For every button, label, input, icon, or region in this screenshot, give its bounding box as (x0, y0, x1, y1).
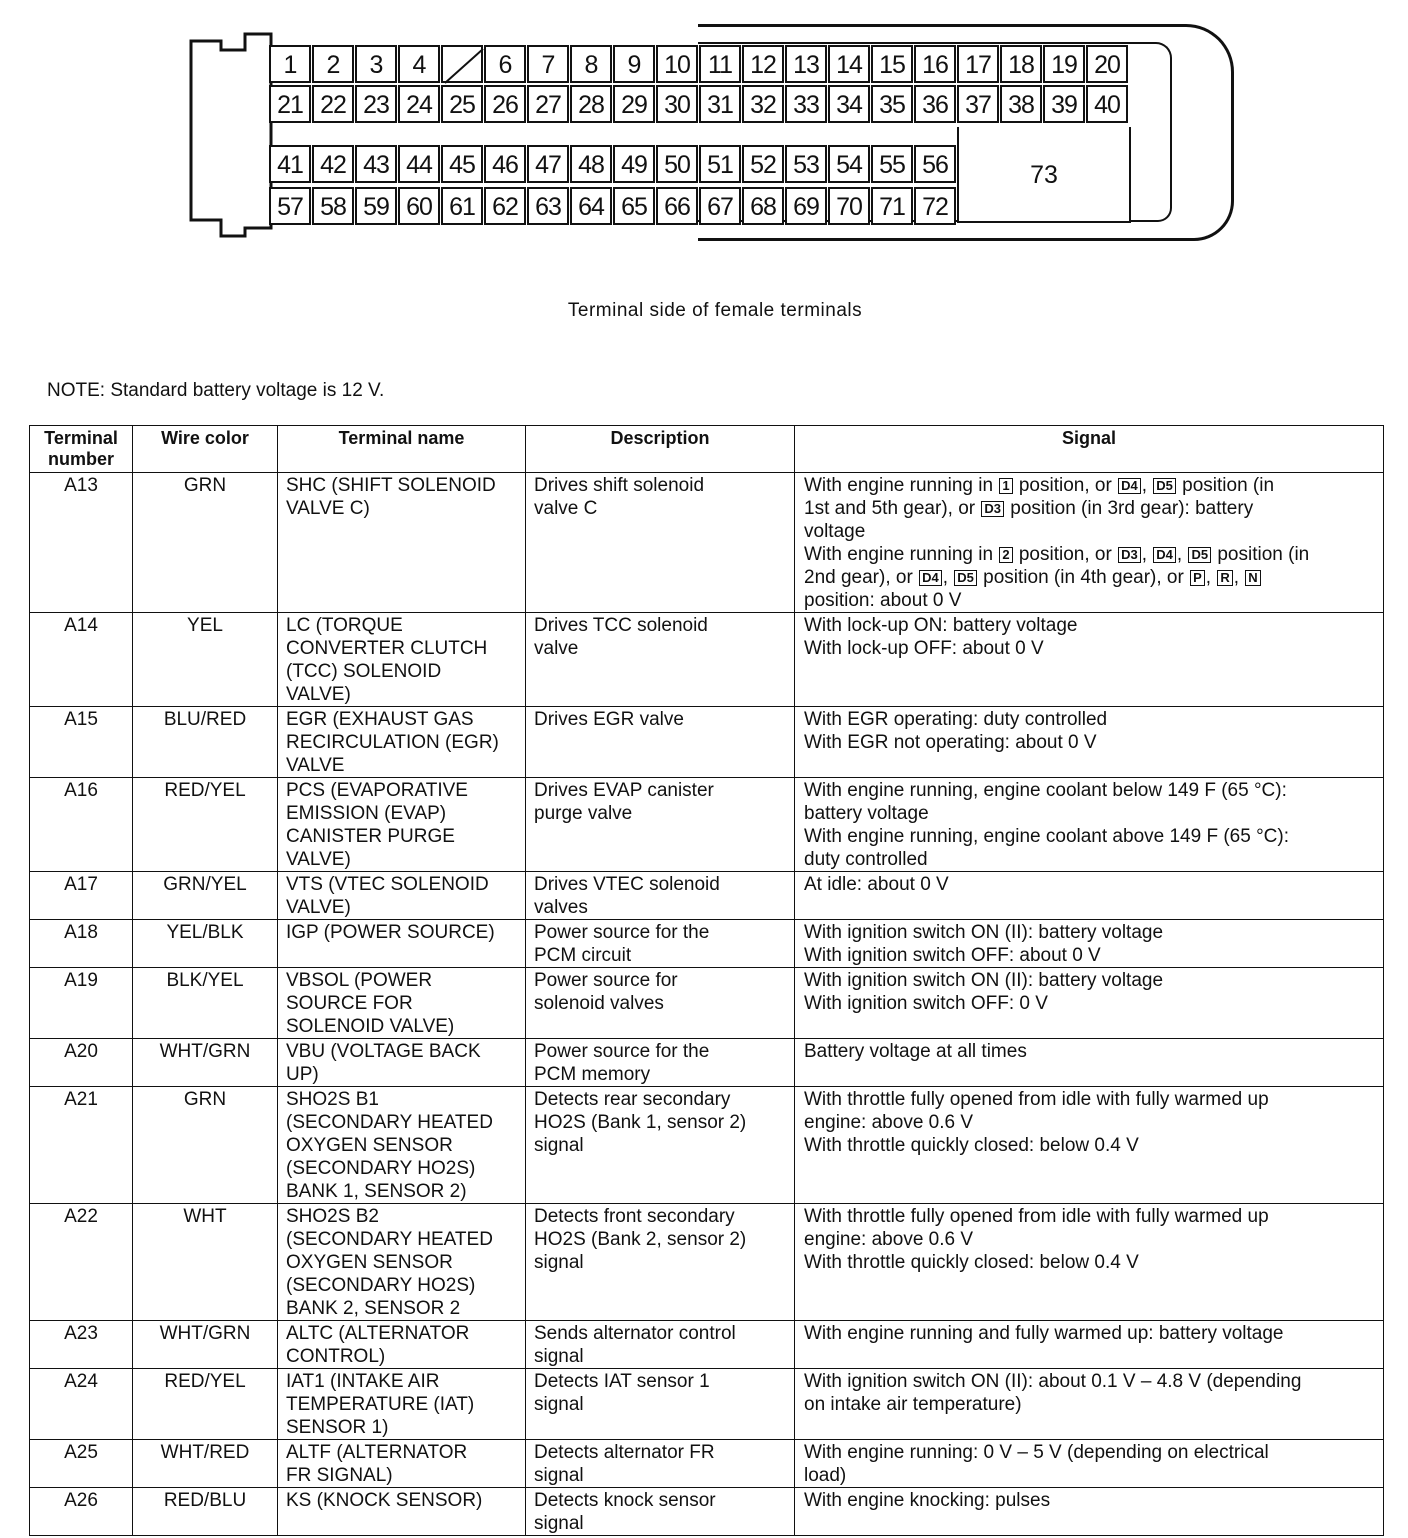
table-row (30, 1440, 1384, 1488)
description-cell (526, 1321, 795, 1369)
terminal-cell-unused (441, 45, 483, 83)
terminal-cell: 59 (355, 187, 397, 225)
text-line: CONTROL) (286, 1346, 386, 1367)
text-line: HO2S (Bank 2, sensor 2) (534, 1229, 747, 1250)
table-row (30, 1087, 1384, 1204)
wire-color-cell: GRN (133, 473, 278, 613)
terminal-cell: 2 (312, 45, 354, 83)
text-line: Detects rear secondary (534, 1089, 731, 1110)
terminal-cell: 67 (699, 187, 741, 225)
description-cell (526, 613, 795, 707)
signal-cell (795, 778, 1384, 872)
text-line: signal (534, 1513, 584, 1534)
text-line: SOURCE FOR (286, 993, 413, 1014)
text-line: EMISSION (EVAP) (286, 803, 447, 824)
text-line: IAT1 (INTAKE AIR (286, 1371, 440, 1392)
terminal-number-cell: A20 (30, 1039, 133, 1087)
terminal-cell: 68 (742, 187, 784, 225)
terminal-cell: 50 (656, 145, 698, 183)
table-row (30, 872, 1384, 920)
signal-cell (795, 1321, 1384, 1369)
terminal-cell: 22 (312, 85, 354, 123)
terminal-cell: 29 (613, 85, 655, 123)
text-line: SENSOR 1) (286, 1417, 389, 1438)
description-cell (526, 920, 795, 968)
terminal-cell: 49 (613, 145, 655, 183)
terminal-cell: 3 (355, 45, 397, 83)
shift-position-r-icon: R (1217, 570, 1232, 586)
terminal-cell: 38 (1000, 85, 1042, 123)
shift-position-d4-icon: D4 (1118, 478, 1141, 494)
terminal-cell: 18 (1000, 45, 1042, 83)
description-cell (526, 1204, 795, 1321)
signal-line: engine: above 0.6 V (804, 1229, 974, 1250)
table-row (30, 968, 1384, 1039)
header-terminal-number: Terminal number (30, 426, 133, 473)
text-line: KS (KNOCK SENSOR) (286, 1490, 483, 1511)
terminal-cell: 6 (484, 45, 526, 83)
shift-position-d4-icon: D4 (919, 570, 942, 586)
terminal-number-cell: A18 (30, 920, 133, 968)
text-line: VBU (VOLTAGE BACK (286, 1041, 481, 1062)
text-line: valve (534, 638, 579, 659)
signal-line: voltage (804, 521, 866, 542)
signal-line: With throttle fully opened from idle with fully warmed up (804, 1089, 1269, 1110)
terminal-cell-73: 73 (957, 127, 1131, 223)
text-line: Drives TCC solenoid (534, 615, 708, 636)
table-row (30, 778, 1384, 872)
signal-cell (795, 920, 1384, 968)
signal-line: on intake air temperature) (804, 1394, 1022, 1415)
terminal-cell: 63 (527, 187, 569, 225)
terminal-cell: 17 (957, 45, 999, 83)
terminal-cell: 48 (570, 145, 612, 183)
signal-cell (795, 1039, 1384, 1087)
text-line: valves (534, 897, 588, 918)
description-cell (526, 1488, 795, 1536)
signal-line: With ignition switch OFF: 0 V (804, 993, 1048, 1014)
terminal-name-cell (278, 920, 526, 968)
signal-line: With engine running: 0 V – 5 V (depending on electrical (804, 1442, 1269, 1463)
wire-color-cell: WHT/GRN (133, 1321, 278, 1369)
signal-line: With throttle fully opened from idle with fully warmed up (804, 1206, 1269, 1227)
signal-cell (795, 1488, 1384, 1536)
terminal-cell: 25 (441, 85, 483, 123)
signal-line: 2nd gear), or D4 , D5 position (in 4th gear), or P , R , N (804, 566, 1383, 589)
signal-cell (795, 1087, 1384, 1204)
text-line: valve C (534, 498, 598, 519)
terminal-cell: 27 (527, 85, 569, 123)
shift-position-1-icon: 1 (999, 478, 1012, 494)
terminal-name-cell (278, 473, 526, 613)
text-line: Power source for (534, 970, 678, 991)
terminal-cell: 65 (613, 187, 655, 225)
terminal-cell: 57 (269, 187, 311, 225)
text-line: VALVE (286, 755, 345, 776)
terminal-name-cell (278, 1204, 526, 1321)
note-text: NOTE: Standard battery voltage is 12 V. (47, 380, 385, 401)
shift-position-d3-icon: D3 (981, 501, 1004, 517)
text-line: VBSOL (POWER (286, 970, 433, 991)
terminal-cell: 47 (527, 145, 569, 183)
terminal-table (29, 425, 1384, 1536)
terminal-cell: 66 (656, 187, 698, 225)
signal-line: With engine running, engine coolant above 149 F (65 °C): (804, 826, 1290, 847)
text-line: solenoid valves (534, 993, 664, 1014)
description-cell (526, 473, 795, 613)
terminal-cell: 60 (398, 187, 440, 225)
terminal-cell: 21 (269, 85, 311, 123)
terminal-cell: 40 (1086, 85, 1128, 123)
wire-color-cell: WHT (133, 1204, 278, 1321)
description-cell (526, 968, 795, 1039)
text-line: Power source for the (534, 1041, 710, 1062)
terminal-number-cell: A24 (30, 1369, 133, 1440)
text-line: (SECONDARY HEATED (286, 1112, 493, 1133)
signal-line: With lock-up OFF: about 0 V (804, 638, 1044, 659)
terminal-number-cell: A23 (30, 1321, 133, 1369)
text-line: SHO2S B2 (286, 1206, 379, 1227)
terminal-cell: 71 (871, 187, 913, 225)
terminal-cell: 9 (613, 45, 655, 83)
table-row (30, 1369, 1384, 1440)
text-line: signal (534, 1394, 584, 1415)
text-line: IGP (POWER SOURCE) (286, 922, 495, 943)
signal-line: With EGR operating: duty controlled (804, 709, 1108, 730)
terminal-cell: 39 (1043, 85, 1085, 123)
table-row (30, 1321, 1384, 1369)
text-line: VALVE) (286, 849, 351, 870)
signal-line: At idle: about 0 V (804, 874, 949, 895)
terminal-name-cell (278, 1440, 526, 1488)
terminal-cell: 64 (570, 187, 612, 225)
connector-latch-outline (185, 30, 275, 240)
table-row (30, 613, 1384, 707)
text-line: VALVE C) (286, 498, 370, 519)
terminal-cell: 35 (871, 85, 913, 123)
terminal-number-cell: A17 (30, 872, 133, 920)
text-line: signal (534, 1252, 584, 1273)
description-cell (526, 1087, 795, 1204)
terminal-name-cell (278, 872, 526, 920)
text-line: Drives EVAP canister (534, 780, 714, 801)
signal-line: With throttle quickly closed: below 0.4 V (804, 1135, 1139, 1156)
text-line: PCS (EVAPORATIVE (286, 780, 468, 801)
text-line: SHO2S B1 (286, 1089, 379, 1110)
terminal-name-cell (278, 1087, 526, 1204)
connector-diagram (0, 0, 1408, 321)
shift-position-d5-icon: D5 (1153, 478, 1176, 494)
terminal-cell: 37 (957, 85, 999, 123)
signal-cell (795, 473, 1384, 613)
signal-line: With throttle quickly closed: below 0.4 V (804, 1252, 1139, 1273)
terminal-cell: 26 (484, 85, 526, 123)
text-line: VALVE) (286, 684, 351, 705)
terminal-cell: 51 (699, 145, 741, 183)
signal-line: With engine running and fully warmed up: battery voltage (804, 1323, 1284, 1344)
terminal-cell: 20 (1086, 45, 1128, 83)
text-line: Drives VTEC solenoid (534, 874, 720, 895)
wire-color-cell: YEL/BLK (133, 920, 278, 968)
table-row (30, 1204, 1384, 1321)
table-row (30, 473, 1384, 613)
text-line: PCM memory (534, 1064, 651, 1085)
terminal-cell: 4 (398, 45, 440, 83)
terminal-name-cell (278, 707, 526, 778)
shift-position-d5-icon: D5 (954, 570, 977, 586)
terminal-cell: 53 (785, 145, 827, 183)
signal-cell (795, 1440, 1384, 1488)
terminal-cell: 36 (914, 85, 956, 123)
terminal-name-cell (278, 1369, 526, 1440)
terminal-cell: 44 (398, 145, 440, 183)
table-row (30, 707, 1384, 778)
signal-line: With ignition switch ON (II): battery voltage (804, 922, 1164, 943)
terminal-cell: 69 (785, 187, 827, 225)
terminal-cell: 54 (828, 145, 870, 183)
text-line: SHC (SHIFT SOLENOID (286, 475, 496, 496)
terminal-number-cell: A15 (30, 707, 133, 778)
terminal-cell: 15 (871, 45, 913, 83)
signal-cell (795, 1204, 1384, 1321)
table-row (30, 1488, 1384, 1536)
signal-line: 1st and 5th gear), or D3 position (in 3rd gear): battery (804, 498, 1254, 519)
table-row (30, 1039, 1384, 1087)
terminal-cell: 23 (355, 85, 397, 123)
terminal-cell: 62 (484, 187, 526, 225)
terminal-name-cell (278, 968, 526, 1039)
terminal-cell: 72 (914, 187, 956, 225)
text-line: ALTF (ALTERNATOR (286, 1442, 468, 1463)
text-line: Drives EGR valve (534, 709, 684, 730)
terminal-cell: 41 (269, 145, 311, 183)
text-line: Power source for the (534, 922, 710, 943)
signal-line: With ignition switch ON (II): about 0.1 V – 4.8 V (depending (804, 1371, 1302, 1392)
table-row (30, 920, 1384, 968)
terminal-cell: 43 (355, 145, 397, 183)
text-line: HO2S (Bank 1, sensor 2) (534, 1112, 747, 1133)
signal-cell (795, 613, 1384, 707)
wire-color-cell: YEL (133, 613, 278, 707)
wire-color-cell: RED/YEL (133, 1369, 278, 1440)
terminal-number-cell: A14 (30, 613, 133, 707)
terminal-number-cell: A26 (30, 1488, 133, 1536)
text-line: signal (534, 1465, 584, 1486)
terminal-cell: 14 (828, 45, 870, 83)
description-cell (526, 1039, 795, 1087)
terminal-cell: 16 (914, 45, 956, 83)
text-line: EGR (EXHAUST GAS (286, 709, 474, 730)
terminal-cell: 31 (699, 85, 741, 123)
terminal-cell: 30 (656, 85, 698, 123)
terminal-cell: 24 (398, 85, 440, 123)
signal-line: battery voltage (804, 803, 929, 824)
terminal-cell: 8 (570, 45, 612, 83)
signal-line: With engine running in 2 position, or D3 , D4 , D5 position (in (804, 544, 1310, 565)
text-line: Sends alternator control (534, 1323, 736, 1344)
terminal-cell: 45 (441, 145, 483, 183)
text-line: BANK 1, SENSOR 2) (286, 1181, 467, 1202)
text-line: UP) (286, 1064, 319, 1085)
terminal-number-cell: A21 (30, 1087, 133, 1204)
signal-line: With EGR not operating: about 0 V (804, 732, 1097, 753)
description-cell (526, 778, 795, 872)
wire-color-cell: WHT/RED (133, 1440, 278, 1488)
shift-position-d5-icon: D5 (1188, 547, 1211, 563)
terminal-number-cell: A22 (30, 1204, 133, 1321)
diagram-caption: Terminal side of female terminals (567, 300, 863, 321)
wire-color-cell: GRN (133, 1087, 278, 1204)
terminal-cell: 34 (828, 85, 870, 123)
table-body (30, 473, 1384, 1536)
text-line: (TCC) SOLENOID (286, 661, 442, 682)
terminal-cell: 12 (742, 45, 784, 83)
header-signal: Signal (795, 426, 1384, 473)
terminal-cell: 61 (441, 187, 483, 225)
signal-line: With engine running in 1 position, or D4 , D5 position (in (804, 475, 1275, 496)
shift-position-d4-icon: D4 (1153, 547, 1176, 563)
terminal-cell: 42 (312, 145, 354, 183)
terminal-name-cell (278, 1488, 526, 1536)
text-line: SOLENOID VALVE) (286, 1016, 455, 1037)
terminal-cell: 28 (570, 85, 612, 123)
terminal-cell: 55 (871, 145, 913, 183)
shift-position-p-icon: P (1190, 570, 1205, 586)
text-line: PCM circuit (534, 945, 632, 966)
description-cell (526, 1369, 795, 1440)
text-line: Detects IAT sensor 1 (534, 1371, 710, 1392)
text-line: BANK 2, SENSOR 2 (286, 1298, 461, 1319)
signal-line: With ignition switch OFF: about 0 V (804, 945, 1101, 966)
header-description: Description (526, 426, 795, 473)
text-line: (SECONDARY HEATED (286, 1229, 493, 1250)
text-line: Detects alternator FR (534, 1442, 715, 1463)
terminal-cell: 1 (269, 45, 311, 83)
terminal-name-cell (278, 613, 526, 707)
signal-line: engine: above 0.6 V (804, 1112, 974, 1133)
text-line: LC (TORQUE (286, 615, 403, 636)
terminal-cell: 58 (312, 187, 354, 225)
terminal-number-cell: A19 (30, 968, 133, 1039)
text-line: Detects knock sensor (534, 1490, 716, 1511)
wire-color-cell: RED/BLU (133, 1488, 278, 1536)
signal-cell (795, 968, 1384, 1039)
terminal-cell: 7 (527, 45, 569, 83)
signal-line: Battery voltage at all times (804, 1041, 1027, 1062)
terminal-name-cell (278, 778, 526, 872)
text-line: Drives shift solenoid (534, 475, 705, 496)
text-line: (SECONDARY HO2S) (286, 1158, 476, 1179)
terminal-number-cell: A16 (30, 778, 133, 872)
wire-color-cell: BLK/YEL (133, 968, 278, 1039)
terminal-cell: 13 (785, 45, 827, 83)
terminal-cell: 52 (742, 145, 784, 183)
signal-line: With engine running, engine coolant below 149 F (65 °C): (804, 780, 1287, 801)
text-line: ALTC (ALTERNATOR (286, 1323, 470, 1344)
text-line: VTS (VTEC SOLENOID (286, 874, 489, 895)
terminal-cell: 10 (656, 45, 698, 83)
terminal-cell: 33 (785, 85, 827, 123)
text-line: VALVE) (286, 897, 351, 918)
text-line: CONVERTER CLUTCH (286, 638, 488, 659)
text-line: purge valve (534, 803, 633, 824)
wire-color-cell: WHT/GRN (133, 1039, 278, 1087)
header-wire-color: Wire color (133, 426, 278, 473)
signal-line: With lock-up ON: battery voltage (804, 615, 1078, 636)
wire-color-cell: BLU/RED (133, 707, 278, 778)
table-header-row (30, 426, 1384, 473)
signal-line: With engine knocking: pulses (804, 1490, 1051, 1511)
terminal-number-cell: A13 (30, 473, 133, 613)
text-line: TEMPERATURE (IAT) (286, 1394, 475, 1415)
terminal-name-cell (278, 1321, 526, 1369)
shift-position-2-icon: 2 (999, 547, 1012, 563)
terminal-cell: 19 (1043, 45, 1085, 83)
unused-slash-icon (443, 47, 485, 85)
terminal-cell: 32 (742, 85, 784, 123)
description-cell (526, 707, 795, 778)
signal-line: With ignition switch ON (II): battery voltage (804, 970, 1164, 991)
wire-color-cell: GRN/YEL (133, 872, 278, 920)
terminal-number-cell: A25 (30, 1440, 133, 1488)
text-line: signal (534, 1346, 584, 1367)
signal-cell (795, 1369, 1384, 1440)
terminal-cell: 56 (914, 145, 956, 183)
shift-position-d3-icon: D3 (1118, 547, 1141, 563)
terminal-cell: 70 (828, 187, 870, 225)
signal-cell (795, 707, 1384, 778)
wire-color-cell: RED/YEL (133, 778, 278, 872)
text-line: OXYGEN SENSOR (286, 1135, 453, 1156)
terminal-cell: 11 (699, 45, 741, 83)
text-line: OXYGEN SENSOR (286, 1252, 453, 1273)
description-cell (526, 872, 795, 920)
text-line: Detects front secondary (534, 1206, 735, 1227)
text-line: RECIRCULATION (EGR) (286, 732, 499, 753)
terminal-cell: 46 (484, 145, 526, 183)
signal-line: duty controlled (804, 849, 928, 870)
text-line: FR SIGNAL) (286, 1465, 393, 1486)
header-terminal-name: Terminal name (278, 426, 526, 473)
signal-cell (795, 872, 1384, 920)
text-line: (SECONDARY HO2S) (286, 1275, 476, 1296)
description-cell (526, 1440, 795, 1488)
signal-line: position: about 0 V (804, 590, 962, 611)
terminal-name-cell (278, 1039, 526, 1087)
signal-line: load) (804, 1465, 847, 1486)
shift-position-n-icon: N (1245, 570, 1260, 586)
text-line: signal (534, 1135, 584, 1156)
text-line: CANISTER PURGE (286, 826, 455, 847)
